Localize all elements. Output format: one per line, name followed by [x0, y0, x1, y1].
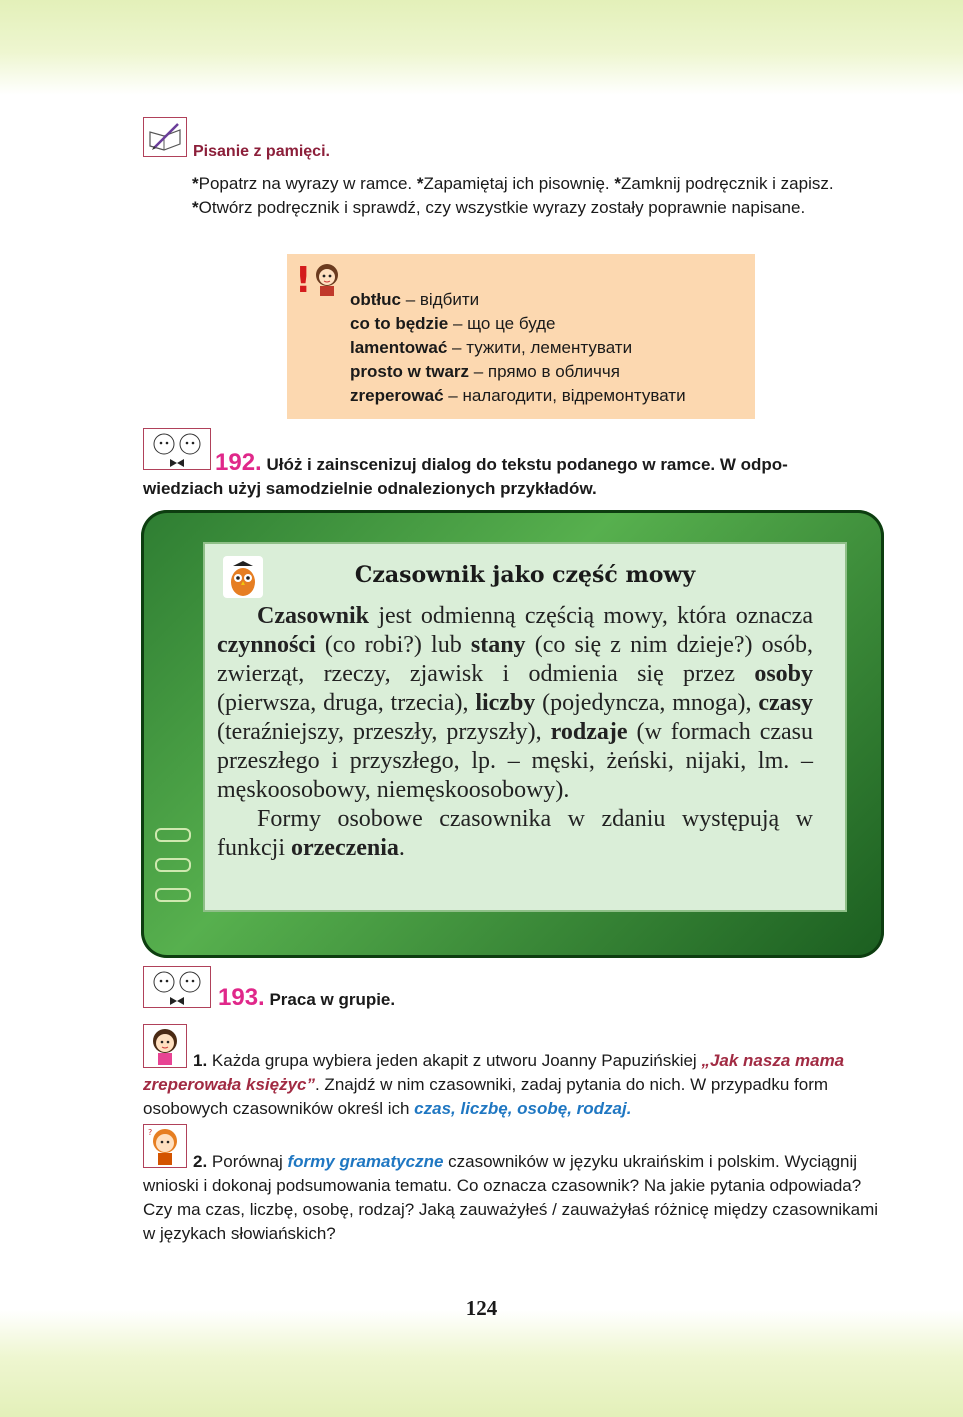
text-run: (co się z nim dzieje?) osób, zwierząt, rzeczy, zjawisk i odmienia się przez: [217, 632, 813, 687]
vocab-item: [350, 336, 686, 360]
exercise-number: 192.: [215, 449, 262, 476]
page-number: 124: [465, 1296, 498, 1320]
vocabulary-list: [350, 288, 686, 408]
text-run: (pojedyncza, mnoga),: [535, 690, 759, 716]
vocab-polish-word: co to będzie: [350, 314, 449, 333]
text-run: (pierwsza, druga, trzecia),: [217, 690, 476, 716]
bold-term: stany: [470, 632, 526, 658]
task-number: 1.: [193, 1051, 208, 1070]
text-run: .: [398, 835, 405, 861]
vocab-polish-word: obtłuc: [350, 290, 401, 309]
exclamation-mark: !: [295, 260, 312, 301]
vocab-item: [350, 384, 686, 408]
two-children-icon: [143, 966, 211, 1008]
grammar-board: [141, 510, 884, 958]
text-run: (co robi?) lub: [315, 632, 471, 658]
girl-icon: [313, 262, 341, 296]
vocab-translation: – налагодити, відремонтувати: [443, 386, 686, 405]
vocab-polish-word: prosto w twarz: [350, 362, 470, 381]
exercise-193-title: Praca w grupie.: [269, 990, 396, 1009]
text-run: Formy osobowe czasownika w zdaniu występują w funkcji: [217, 806, 813, 861]
bold-term: czynności: [217, 632, 316, 658]
vocab-item: [350, 360, 686, 384]
text-run: jest odmienną częścią mowy, która oznacza: [369, 603, 813, 629]
exercise-192-line2: wiedziach użyj samodzielnie odnalezionych przykładów.: [143, 479, 597, 498]
bottom-band: [0, 1310, 963, 1417]
board-text: [217, 602, 813, 863]
board-paragraph-2: [217, 805, 813, 863]
vocabulary-box: [287, 254, 755, 419]
text-run: (w formach czasu przeszłego i przyszłego, lp. – męski, żeński, nijaki, lm. – męskoosobowy, niemęskoosobowy).: [217, 719, 813, 803]
svg-text:?: ?: [148, 1128, 153, 1137]
task-2: [143, 1150, 888, 1246]
board-panel: [203, 542, 847, 912]
exercise-192-line1: Ułóż i zainscenizuj dialog do tekstu podanego w ramce. W odpo-: [266, 455, 788, 474]
grammar-terms: formy gramatyczne: [287, 1152, 444, 1171]
instruction-2: Zapamiętaj ich pisownię.: [423, 174, 615, 193]
vocab-item: [350, 288, 686, 312]
instruction-star: *: [192, 174, 199, 193]
vocab-translation: – відбити: [401, 290, 480, 309]
bold-term: liczby: [475, 690, 536, 716]
text-run: . Znajdź w nim czasowniki, zadaj pytania do nich. W przypadku form osobowych czasowników określ ich: [143, 1075, 829, 1118]
vocab-translation: – що це буде: [448, 314, 556, 333]
text-run: Każda grupa wybiera jeden akapit z utworu Joanny Papuzińskiej: [207, 1051, 702, 1070]
text-run: Porównaj: [207, 1152, 288, 1171]
vocab-polish-word: lamentować: [350, 338, 448, 357]
instruction-star: *: [192, 198, 199, 217]
bold-term: osoby: [754, 661, 813, 687]
instructions: [192, 172, 886, 220]
book-title: „Jak nasza mama zreperowała księżyc”: [143, 1051, 845, 1094]
instruction-star: *: [614, 174, 621, 193]
task-number: 2.: [193, 1152, 208, 1171]
instruction-4: Otwórz podręcznik i sprawdź, czy wszystkie wyrazy zostały poprawnie napisane.: [198, 198, 806, 217]
board-title: Czasownik jako część mowy: [354, 562, 696, 588]
board-paragraph-1: [217, 602, 813, 805]
instruction-1: Popatrz na wyrazy w ramce.: [198, 174, 417, 193]
task-1: [143, 1049, 888, 1121]
vocab-translation: – прямо в обличчя: [469, 362, 620, 381]
grammar-terms: czas, liczbę, osobę, rodzaj.: [414, 1099, 632, 1118]
pen-book-icon: [143, 117, 187, 157]
instruction-3: Zamknij podręcznik i zapisz.: [621, 174, 834, 193]
bold-term: orzeczenia: [290, 835, 399, 861]
bold-term: Czasownik: [257, 603, 370, 629]
bold-term: rodzaje: [550, 719, 628, 745]
bold-term: czasy: [758, 690, 813, 716]
top-band: [0, 0, 963, 95]
text-run: czasowników w języku ukraińskim i polskim. Wyciągnij wnioski i dokonaj podsumowania tematu. Co oznacza czasownik? Na jakie pytania odpowiada? Czy ma czas, liczbę, osobę, rodzaj? Jaką zauważyłeś / zauważyłaś różnicę między czasownikami w językach słowiańskich?: [143, 1152, 879, 1243]
vocab-translation: – тужити, лементувати: [447, 338, 633, 357]
exercise-193-heading: [218, 986, 395, 1012]
text-run: (teraźniejszy, przeszły, przyszły),: [217, 719, 551, 745]
exercise-192: [143, 451, 888, 501]
exercise-number: 193.: [218, 984, 265, 1011]
section-title: Pisanie z pamięci.: [193, 143, 330, 160]
vocab-polish-word: zreperować: [350, 386, 444, 405]
vocab-item: [350, 312, 686, 336]
instruction-star: *: [416, 174, 424, 193]
